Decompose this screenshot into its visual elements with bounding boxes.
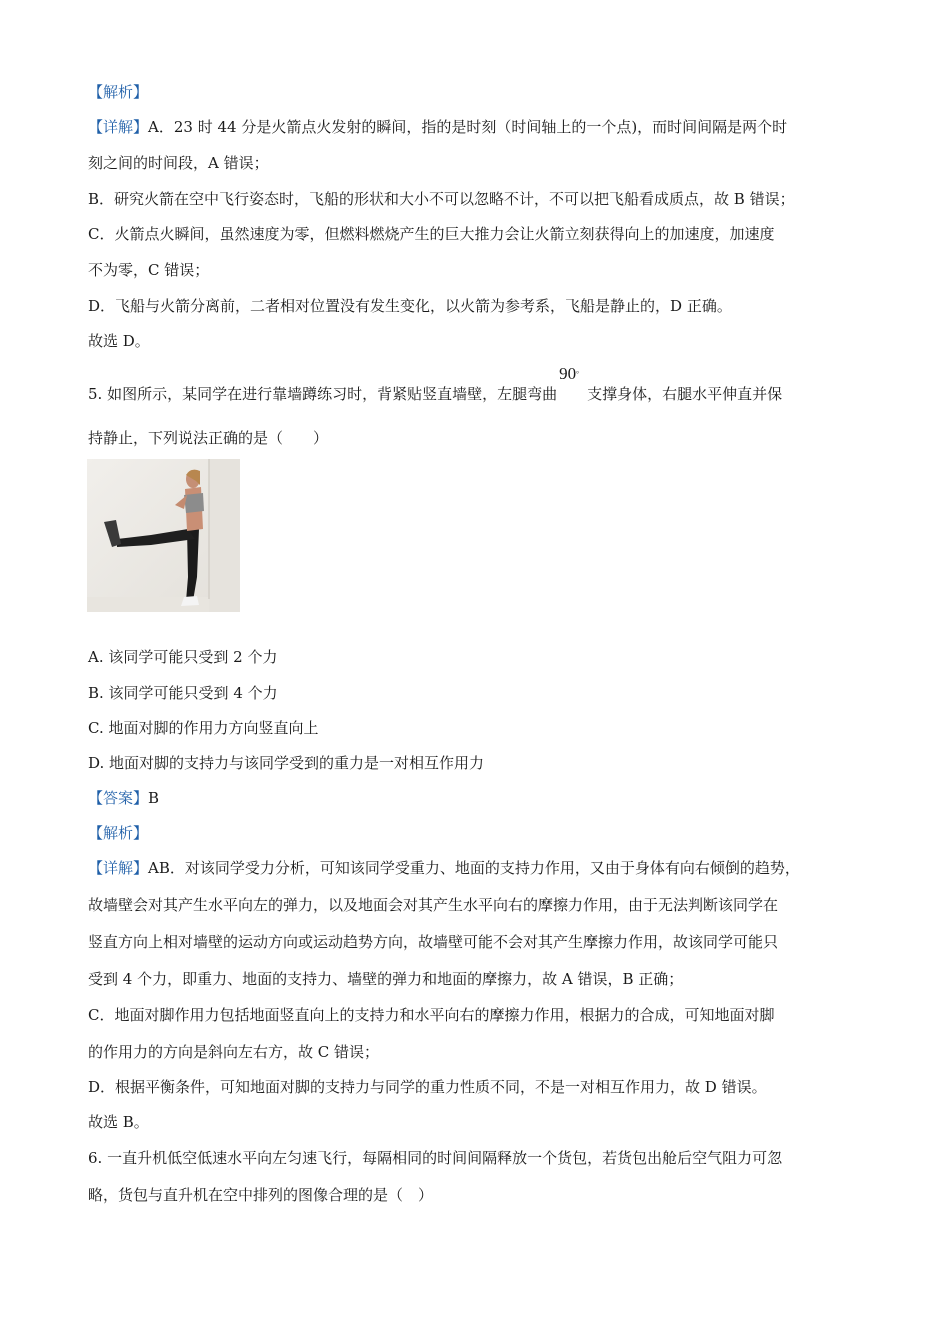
- detail-line: 故墙壁会对其产生水平向左的弹力，以及地面会对其产生水平向右的摩擦力作用，由于无法判断该同学在: [88, 896, 779, 914]
- wall-squat-photo: [87, 459, 240, 612]
- option-a: A. 该同学可能只受到 2 个力: [88, 648, 278, 666]
- detail-line: 竖直方向上相对墙壁的运动方向或运动趋势方向，故墙壁可能不会对其产生摩擦力作用，故该同学可能只: [88, 933, 779, 951]
- question-6-stem-line2: 略，货包与直升机在空中排列的图像合理的是（ ）: [88, 1186, 434, 1204]
- conclusion: 故选 D。: [88, 332, 150, 350]
- detail-line: [88, 858, 800, 878]
- question-6-stem: 6. 一直升机低空低速水平向左匀速飞行，每隔相同的时间间隔释放一个货包，若货包出舱后空气阻力可忽: [88, 1149, 783, 1167]
- answer-value: B: [148, 789, 160, 807]
- detail-line: 的作用力的方向是斜向左右方，故 C 错误；: [88, 1043, 380, 1061]
- option-c: C. 地面对脚的作用力方向竖直向上: [88, 719, 319, 737]
- detail-line: B．研究火箭在空中飞行姿态时，飞船的形状和大小不可以忽略不计，不可以把飞船看成质点，故 B 错误；: [88, 190, 795, 208]
- stem-part: 支撑身体，右腿水平伸直并保: [587, 385, 783, 403]
- detail-line: [88, 117, 787, 137]
- option-b: B. 该同学可能只受到 4 个力: [88, 684, 278, 702]
- detail-line: 受到 4 个力，即重力、地面的支持力、墙壁的弹力和地面的摩擦力，故 A 错误，B 正确；: [88, 970, 684, 988]
- analysis-tag: 【解析】: [88, 83, 149, 101]
- question-5-stem-line2: 持静止，下列说法正确的是（ ）: [88, 429, 329, 447]
- detail-line: 不为零，C 错误；: [88, 261, 210, 279]
- detail-line: D．飞船与火箭分离前，二者相对位置没有发生变化，以火箭为参考系，飞船是静止的，D 正确。: [88, 297, 732, 315]
- detail-line: D．根据平衡条件，可知地面对脚的支持力与同学的重力性质不同，不是一对相互作用力，故 D 错误。: [88, 1078, 767, 1096]
- analysis-tag: 【解析】: [88, 824, 149, 842]
- conclusion: 故选 B。: [88, 1113, 149, 1131]
- stem-part: 5. 如图所示，某同学在进行靠墙蹲练习时，背紧贴竖直墙壁，左腿弯曲: [88, 385, 558, 403]
- angle-value: 90: [559, 364, 577, 383]
- answer-line: [88, 788, 159, 808]
- angle-unit: °: [576, 370, 579, 378]
- detail-text: A．23 时 44 分是火箭点火发射的瞬间，指的是时刻（时间轴上的一个点)，而时间间隔是两个时: [148, 118, 788, 136]
- detail-line: C．火箭点火瞬间，虽然速度为零，但燃料燃烧产生的巨大推力会让火箭立刻获得向上的加速度，加速度: [88, 225, 775, 243]
- detail-tag: 【详解】: [88, 859, 149, 877]
- detail-line: C．地面对脚作用力包括地面竖直向上的支持力和水平向右的摩擦力作用，根据力的合成，可知地面对脚: [88, 1006, 775, 1024]
- angle-label: [557, 364, 587, 399]
- answer-tag: 【答案】: [88, 789, 149, 807]
- detail-text: AB．对该同学受力分析，可知该同学受重力、地面的支持力作用，又由于身体有向右倾倒的趋势，: [148, 859, 800, 877]
- detail-tag: 【详解】: [88, 118, 149, 136]
- question-5-stem: [88, 364, 783, 404]
- detail-line: 刻之间的时间段，A 错误；: [88, 154, 269, 172]
- option-d: D. 地面对脚的支持力与该同学受到的重力是一对相互作用力: [88, 754, 485, 772]
